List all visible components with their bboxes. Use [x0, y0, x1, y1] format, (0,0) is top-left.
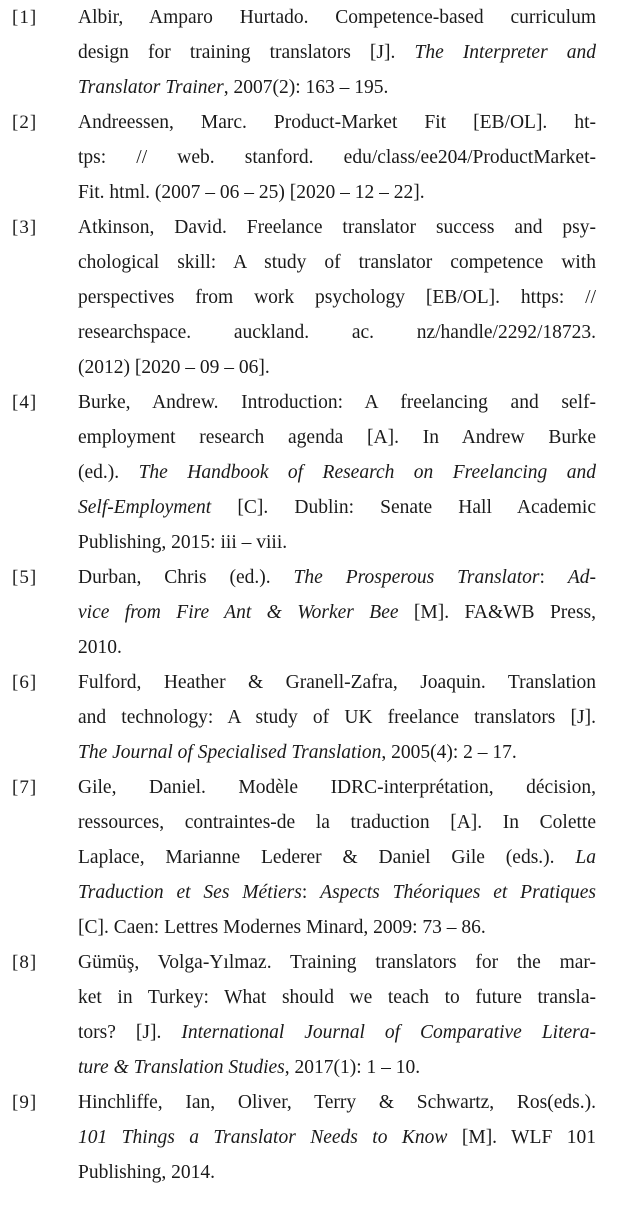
- reference-line: [78, 105, 596, 140]
- reference-number: [8]: [12, 952, 38, 973]
- reference-line: [78, 525, 596, 560]
- reference-item: [0, 210, 626, 385]
- reference-item: [0, 560, 626, 665]
- reference-line: [78, 490, 596, 525]
- reference-line: [78, 1015, 596, 1050]
- italic-title-segment: Translator Trainer: [78, 77, 224, 98]
- italic-title-segment: Ad-: [567, 567, 596, 588]
- reference-text: [78, 1085, 596, 1190]
- text-segment: chological skill: A study of translator competence with: [78, 252, 596, 273]
- reference-text: [78, 210, 596, 385]
- text-segment: researchspace. auckland. ac. nz/handle/2292/18723.: [78, 322, 596, 343]
- reference-text: [78, 105, 596, 210]
- text-segment: Gile, Daniel. Modèle IDRC-interprétation, décision,: [78, 777, 596, 798]
- reference-line: [78, 805, 596, 840]
- text-segment: , 2005(4): 2 – 17.: [381, 742, 517, 763]
- text-segment: tors? [J].: [78, 1022, 182, 1043]
- italic-title-segment: The Prosperous Translator: [293, 567, 540, 588]
- italic-title-segment: Traduction et Ses Métiers: [78, 882, 302, 903]
- text-segment: ressources, contraintes-de la traduction [A]. In Colette: [78, 812, 596, 833]
- reference-number: [2]: [12, 112, 38, 133]
- reference-item: [0, 385, 626, 560]
- reference-line: [78, 455, 596, 490]
- reference-line: [78, 910, 596, 945]
- reference-item: [0, 665, 626, 770]
- italic-title-segment: International Journal of Comparative Litera-: [181, 1022, 596, 1043]
- text-segment: [M]. WLF 101: [447, 1127, 596, 1148]
- italic-title-segment: Aspects Théoriques et Pratiques: [320, 882, 596, 903]
- reference-line: [78, 385, 596, 420]
- reference-line: [78, 280, 596, 315]
- reference-text: [78, 770, 596, 945]
- reference-text: [78, 665, 596, 770]
- reference-text: [78, 0, 596, 105]
- reference-line: [78, 630, 596, 665]
- text-segment: tps: // web. stanford. edu/class/ee204/ProductMarket-: [78, 147, 596, 168]
- text-segment: Fit. html. (2007 – 06 – 25) [2020 – 12 – 22].: [78, 182, 425, 203]
- reference-line: [78, 0, 596, 35]
- text-segment: Fulford, Heather & Granell-Zafra, Joaquin. Translation: [78, 672, 596, 693]
- text-segment: Burke, Andrew. Introduction: A freelancing and self-: [78, 392, 596, 413]
- reference-line: [78, 175, 596, 210]
- reference-line: [78, 1085, 596, 1120]
- reference-line: [78, 140, 596, 175]
- reference-item: [0, 945, 626, 1085]
- reference-line: [78, 700, 596, 735]
- reference-line: [78, 1120, 596, 1155]
- text-segment: [M]. FA&WB Press,: [398, 602, 596, 623]
- reference-number: [6]: [12, 672, 38, 693]
- reference-line: [78, 1155, 596, 1190]
- reference-number: [4]: [12, 392, 38, 413]
- reference-line: [78, 980, 596, 1015]
- reference-number: [9]: [12, 1092, 38, 1113]
- reference-line: [78, 420, 596, 455]
- reference-number: [7]: [12, 777, 38, 798]
- text-segment: Atkinson, David. Freelance translator success and psy-: [78, 217, 596, 238]
- reference-line: [78, 245, 596, 280]
- reference-line: [78, 665, 596, 700]
- reference-line: [78, 70, 596, 105]
- text-segment: , 2017(1): 1 – 10.: [284, 1057, 421, 1078]
- italic-title-segment: The Journal of Specialised Translation: [78, 742, 382, 763]
- reference-line: [78, 560, 596, 595]
- reference-line: [78, 210, 596, 245]
- text-segment: ket in Turkey: What should we teach to future transla-: [78, 987, 596, 1008]
- reference-line: [78, 35, 596, 70]
- text-segment: Publishing, 2014.: [78, 1162, 216, 1183]
- text-segment: Gümüş, Volga-Yılmaz. Training translators for the mar-: [78, 952, 596, 973]
- reference-item: [0, 770, 626, 945]
- text-segment: [C]. Caen: Lettres Modernes Minard, 2009: 73 – 86.: [78, 917, 486, 938]
- text-segment: [C]. Dublin: Senate Hall Academic: [211, 497, 596, 518]
- text-segment: Durban, Chris (ed.).: [78, 567, 294, 588]
- italic-title-segment: 101 Things a Translator Needs to Know: [78, 1127, 448, 1148]
- text-segment: Laplace, Marianne Lederer & Daniel Gile (eds.).: [78, 847, 576, 868]
- italic-title-segment: The Interpreter and: [414, 42, 596, 63]
- reference-number: [1]: [12, 7, 38, 28]
- text-segment: :: [539, 567, 568, 588]
- text-segment: employment research agenda [A]. In Andrew Burke: [78, 427, 596, 448]
- reference-line: [78, 945, 596, 980]
- text-segment: Publishing, 2015: iii – viii.: [78, 532, 288, 553]
- italic-title-segment: ture & Translation Studies: [78, 1057, 285, 1078]
- reference-number: [5]: [12, 567, 38, 588]
- text-segment: , 2007(2): 163 – 195.: [223, 77, 389, 98]
- reference-text: [78, 945, 596, 1085]
- text-segment: 2010.: [78, 637, 122, 658]
- reference-line: [78, 875, 596, 910]
- reference-line: [78, 735, 596, 770]
- text-segment: Hinchliffe, Ian, Oliver, Terry & Schwartz, Ros(eds.).: [78, 1092, 596, 1113]
- reference-item: [0, 105, 626, 210]
- italic-title-segment: vice from Fire Ant & Worker Bee: [78, 602, 399, 623]
- italic-title-segment: The Handbook of Research on Freelancing and: [138, 462, 596, 483]
- italic-title-segment: Self-Employment: [78, 497, 212, 518]
- text-segment: (ed.).: [78, 462, 139, 483]
- reference-item: [0, 0, 626, 105]
- text-segment: Andreessen, Marc. Product-Market Fit [EB/OL]. ht-: [78, 112, 596, 133]
- reference-line: [78, 840, 596, 875]
- text-segment: and technology: A study of UK freelance translators [J].: [78, 707, 596, 728]
- reference-item: [0, 1085, 626, 1190]
- reference-line: [78, 770, 596, 805]
- reference-text: [78, 385, 596, 560]
- text-segment: design for training translators [J].: [78, 42, 415, 63]
- reference-line: [78, 350, 596, 385]
- reference-line: [78, 315, 596, 350]
- reference-line: [78, 1050, 596, 1085]
- text-segment: Albir, Amparo Hurtado. Competence-based curriculum: [78, 7, 596, 28]
- text-segment: (2012) [2020 – 09 – 06].: [78, 357, 270, 378]
- text-segment: :: [301, 882, 321, 903]
- reference-number: [3]: [12, 217, 38, 238]
- italic-title-segment: La: [575, 847, 596, 868]
- reference-text: [78, 560, 596, 665]
- reference-line: [78, 595, 596, 630]
- text-segment: perspectives from work psychology [EB/OL]. https: //: [78, 287, 596, 308]
